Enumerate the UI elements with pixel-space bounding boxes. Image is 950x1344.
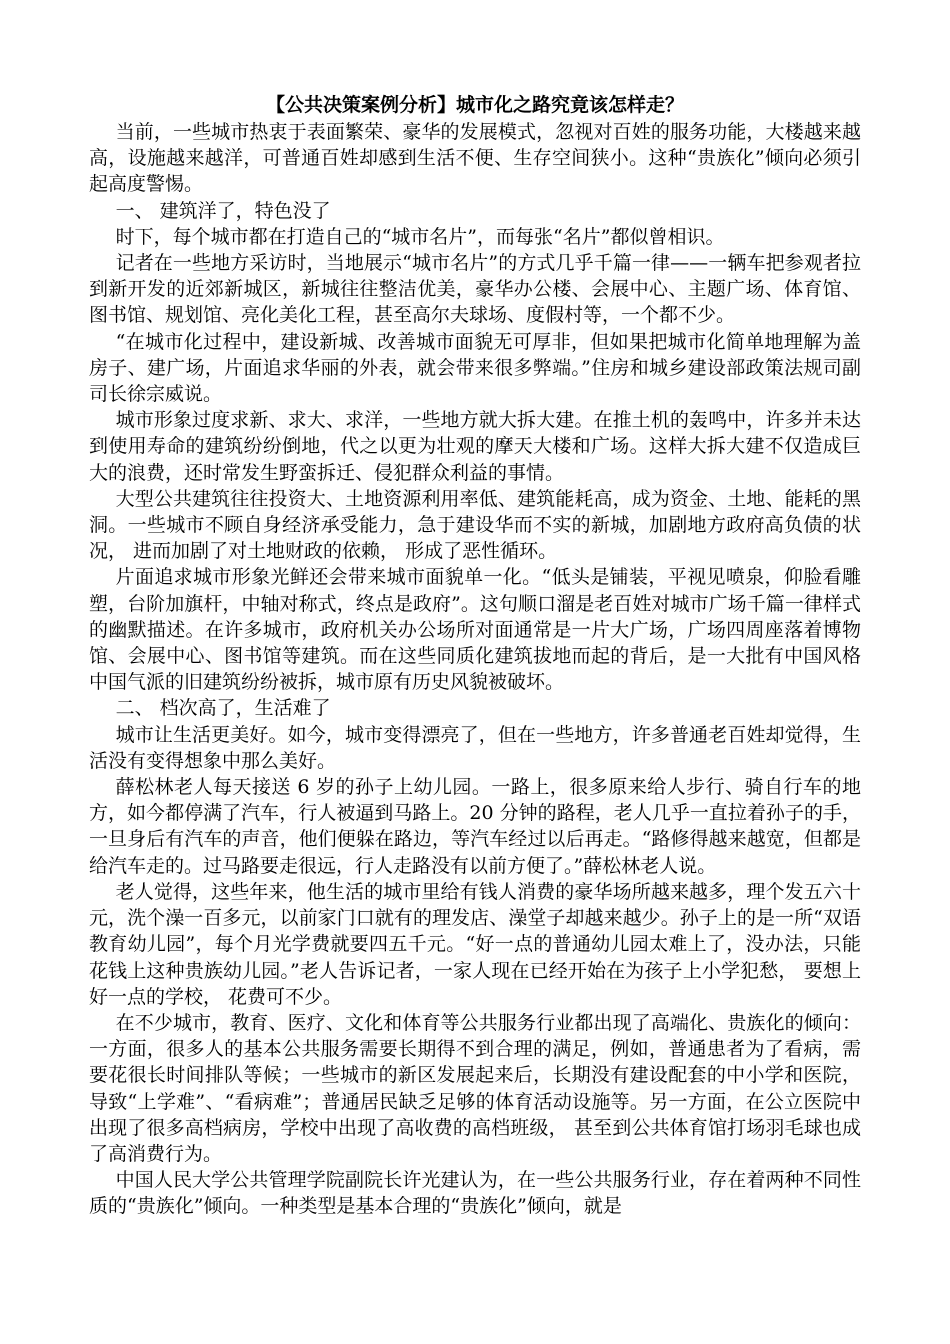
body-paragraph-6: 大型公共建筑往往投资大、土地资源利用率低、建筑能耗高，成为资金、土地、能耗的黑洞。一些城市不顾自身经济承受能力，急于建设华而不实的新城，加剧地方政府高负债的状况， 进而加剧了对土地财政的依赖， 形成了恶性循环。 [89, 487, 861, 563]
body-paragraph-4: “在城市化过程中，建设新城、改善城市面貌无可厚非，但如果把城市化简单地理解为盖房子、建广场，片面追求华丽的外表，就会带来很多弊端。”住房和城乡建设部政策法规司副司长徐宗威说。 [89, 330, 861, 406]
body-paragraph-1: 当前，一些城市热衷于表面繁荣、豪华的发展模式，忽视对百姓的服务功能，大楼越来越高，设施越来越洋，可普通百姓却感到生活不便、生存空间狭小。这种“贵族化”倾向必须引起高度警惕。 [89, 121, 861, 196]
section-heading-1: 一、 建筑洋了，特色没了 [115, 199, 331, 222]
body-paragraph-7: 片面追求城市形象光鲜还会带来城市面貌单一化。“低头是铺装，平视见喷泉，仰脸看雕塑，台阶加旗杆，中轴对称式，终点是政府”。这句顺口溜是老百姓对城市广场千篇一律样式的幽默描述。在许多城市，政府机关办公场所对面通常是一片大广场，广场四周座落着博物馆、会展中心、图书馆等建筑。而在这些同质化建筑拔地而起的背后，是一大批有中国风格中国气派的旧建筑纷纷被拆，城市原有历史风貌被破坏。 [89, 566, 861, 694]
body-paragraph-2: 时下，每个城市都在打造自己的“城市名片”，而每张“名片”都似曾相识。 [115, 225, 725, 248]
body-paragraph-12: 中国人民大学公共管理学院副院长许光建认为，在一些公共服务行业，存在着两种不同性质的“贵族化”倾向。一种类型是基本合理的“贵族化”倾向，就是 [89, 1169, 861, 1218]
body-paragraph-11: 在不少城市，教育、医疗、文化和体育等公共服务行业都出现了高端化、贵族化的倾向：一方面，很多人的基本公共服务需要长期得不到合理的满足，例如，普通患者为了看病，需要花很长时间排队等候；一些城市的新区发展起来后，长期没有建设配套的中小学和医院，导致“上学难”、“看病难”；普通居民缺乏足够的体育活动设施等。另一方面，在公立医院中出现了很多高档病房，学校中出现了高收费的高档班级， 甚至到公共体育馆打场羽毛球也成了高消费行为。 [89, 1011, 861, 1165]
section-heading-2: 二、 档次高了，生活难了 [115, 697, 331, 720]
body-paragraph-8: 城市让生活更美好。如今，城市变得漂亮了，但在一些地方，许多普通老百姓却觉得，生活没有变得想象中那么美好。 [89, 723, 861, 772]
document-page [89, 92, 861, 1220]
body-paragraph-9: 薛松林老人每天接送 6 岁的孙子上幼儿园。一路上，很多原来给人步行、骑自行车的地方，如今都停满了汽车，行人被逼到马路上。20 分钟的路程，老人几乎一直拉着孙子的手，一旦身后有汽车的声音，他们便躲在路边，等汽车经过以后再走。“路修得越来越宽，但都是给汽车走的。过马路要走很远，行人走路没有以前方便了。”薛松林老人说。 [89, 776, 861, 877]
body-paragraph-10: 老人觉得，这些年来，他生活的城市里给有钱人消费的豪华场所越来越多，理个发五六十元，洗个澡一百多元，以前家门口就有的理发店、澡堂子却越来越少。孙子上的是一所“双语教育幼儿园”，每个月光学费就要四五千元。“好一点的普通幼儿园太难上了，没办法，只能花钱上这种贵族幼儿园。”老人告诉记者，一家人现在已经开始在为孩子上小学犯愁， 要想上好一点的学校， 花费可不少。 [89, 880, 861, 1008]
body-paragraph-3: 记者在一些地方采访时，当地展示“城市名片”的方式几乎千篇一律——一辆车把参观者拉到新开发的近郊新城区，新城往往整洁优美，豪华办公楼、会展中心、主题广场、体育馆、图书馆、规划馆、亮化美化工程，甚至高尔夫球场、度假村等，一个都不少。 [89, 252, 861, 327]
document-title: 【公共决策案例分析】城市化之路究竟该怎样走？ [265, 94, 684, 116]
body-paragraph-5: 城市形象过度求新、求大、求洋，一些地方就大拆大建。在推土机的轰鸣中，许多并未达到使用寿命的建筑纷纷倒地，代之以更为壮观的摩天大楼和广场。这样大拆大建不仅造成巨大的浪费，还时常发生野蛮拆迁、侵犯群众利益的事情。 [89, 409, 861, 484]
